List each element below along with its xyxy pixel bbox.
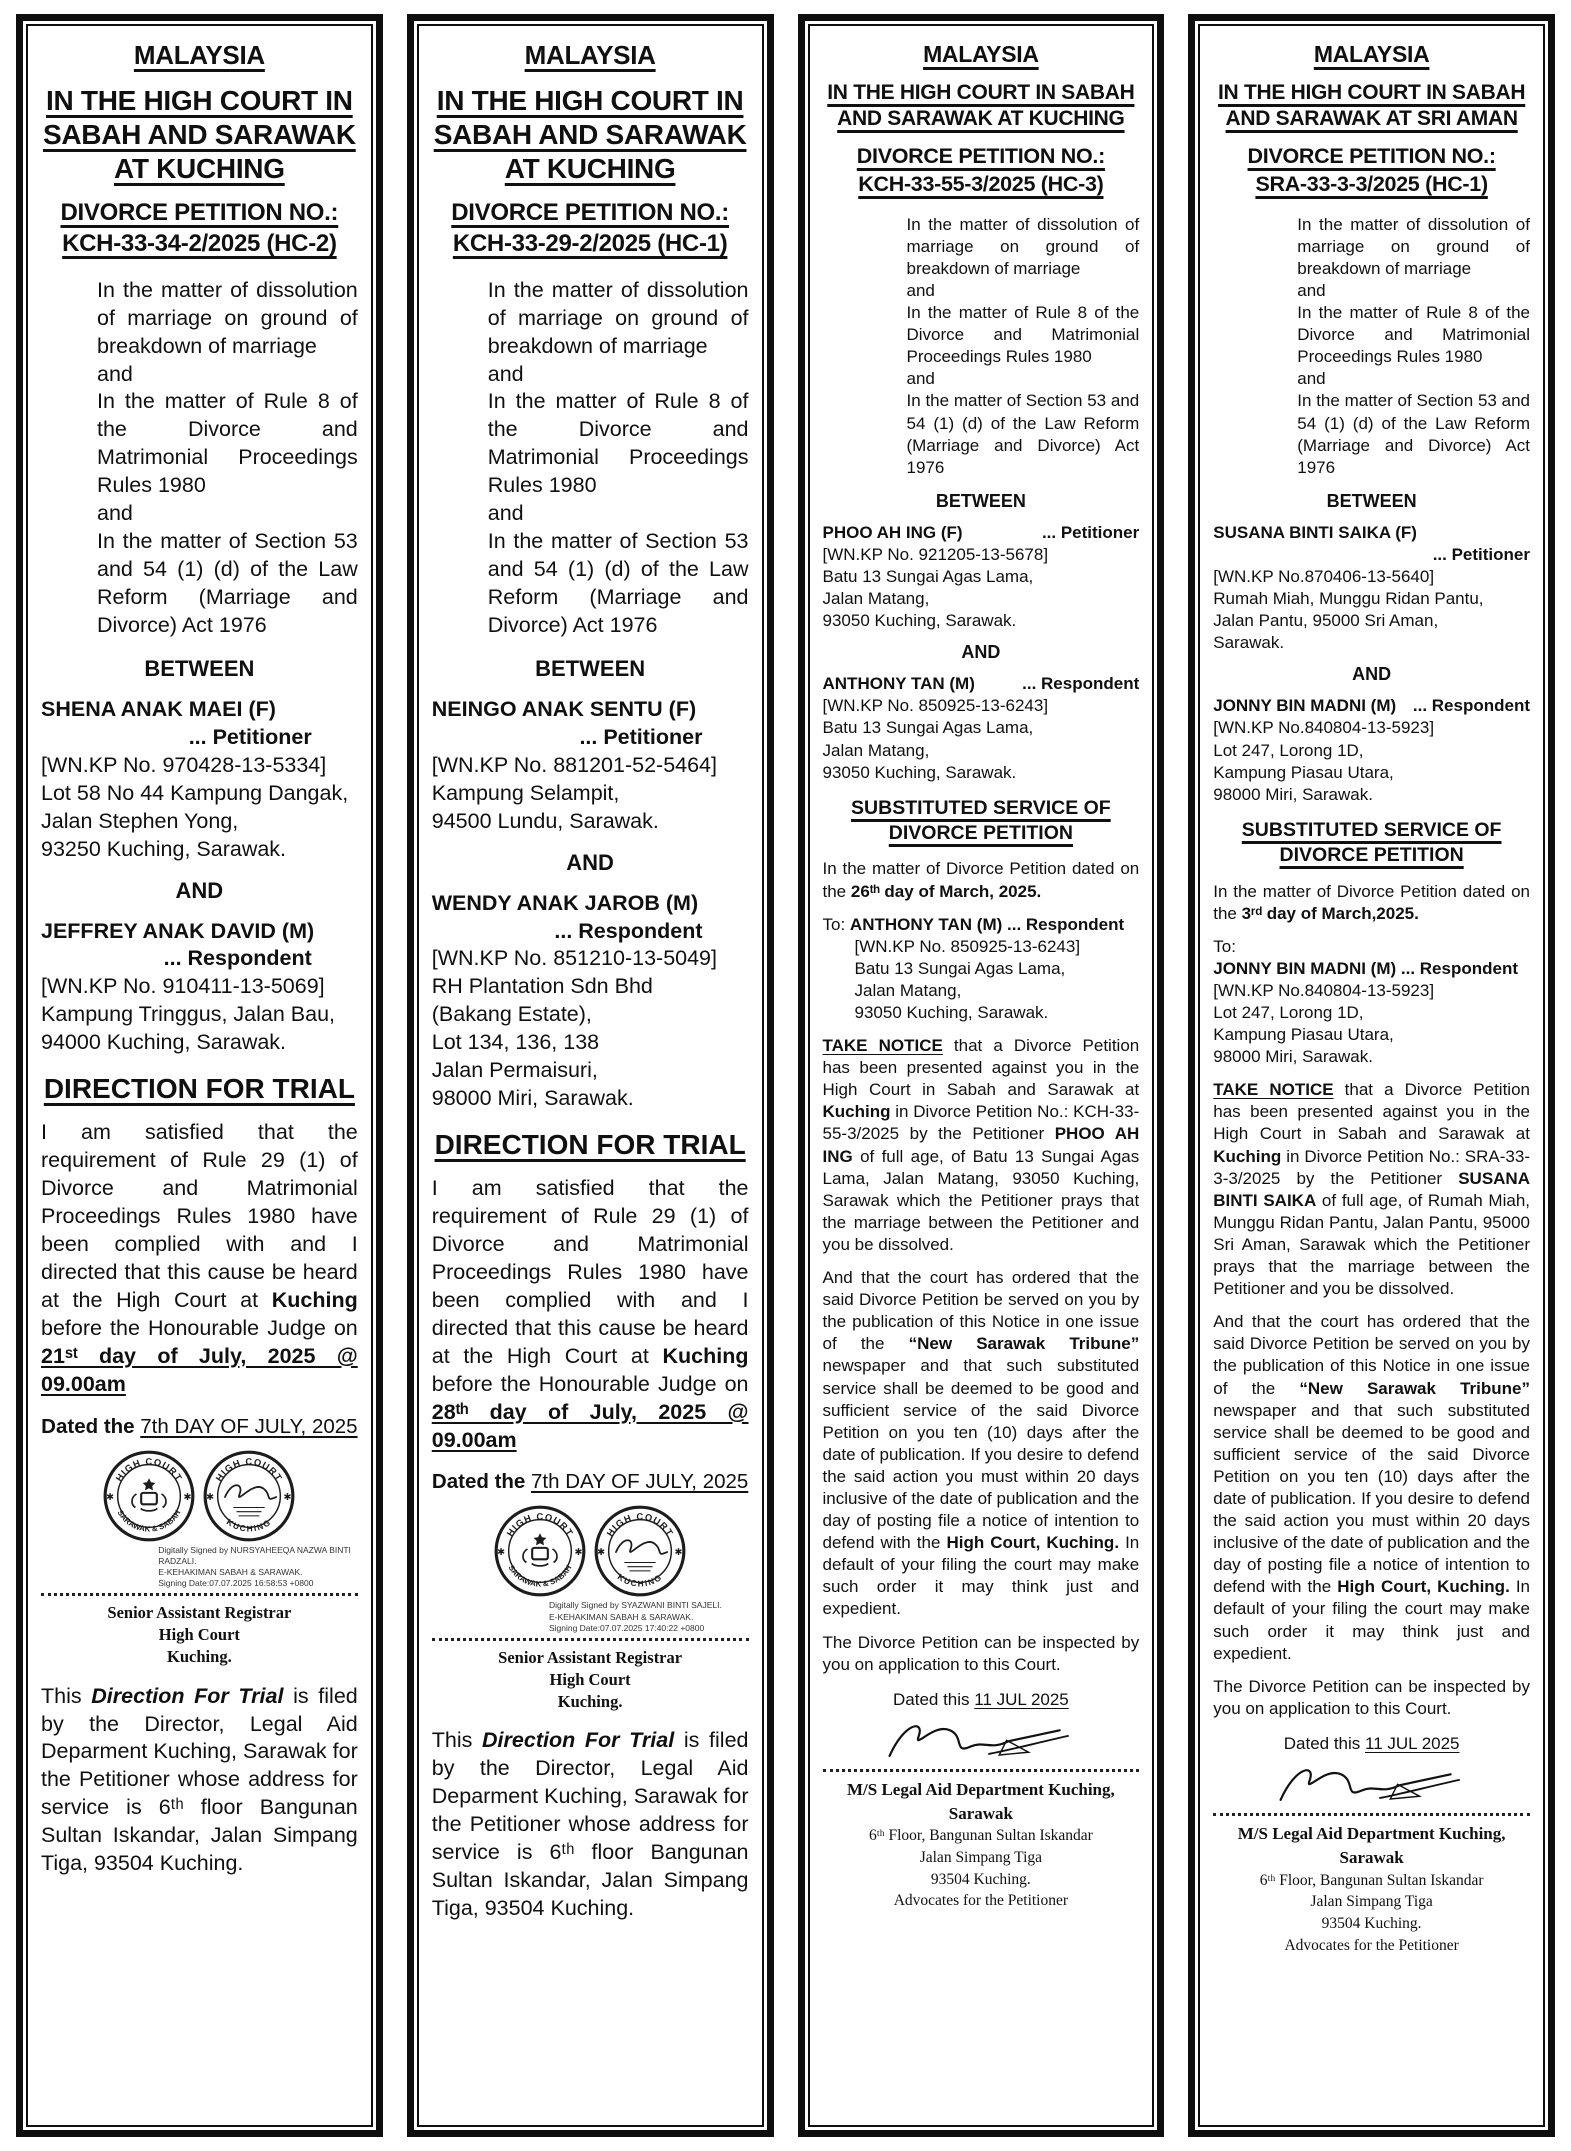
text-line: 93050 Kuching, Sarawak. (854, 1003, 1049, 1023)
country-heading: MALAYSIA (524, 40, 656, 70)
to-label: To: (1213, 936, 1236, 956)
notice-kch-33-34 (16, 14, 383, 2137)
text-line: Jalan Simpang Tiga (1310, 1893, 1433, 1911)
take-notice-paragraph (1213, 1079, 1530, 1300)
high-court-sarawak-sabah-seal-icon (102, 1449, 196, 1543)
respondent-name: ANTHONY TAN (M) (822, 674, 975, 694)
text-line: [WN.KP No. 921205-13-5678] (822, 544, 1049, 564)
dated-line (1213, 1734, 1530, 1754)
respondent-role: ... Respondent (1022, 674, 1140, 694)
section-title: SUBSTITUTED SERVICE OF DIVORCE PETITION (851, 796, 1111, 845)
text-line: Jalan Permaisuri, (431, 1058, 598, 1083)
matters-block (41, 277, 358, 640)
text-line: Jalan Simpang Tiga (919, 1849, 1043, 1867)
text-line: and (1297, 369, 1326, 389)
country-heading: MALAYSIA (133, 40, 265, 70)
text-line: [WN.KP No. 970428-13-5334] (41, 752, 327, 777)
court-heading: IN THE HIGH COURT IN SABAH AND SARAWAK AT KUCHING (433, 84, 747, 185)
registrar-block (432, 1647, 749, 1714)
to-address (823, 936, 1140, 1024)
petition-label: DIVORCE PETITION NO.: (856, 144, 1105, 169)
text-segment: is filed by the Director, Legal Aid Deparment Kuching, Sarawak for the Petitioner whose address for service is 6ᵗʰ floor Bangunan Sultan Iskandar, Jalan Simpang Tiga, 93504 Kuching. (431, 1728, 749, 1921)
text-line: In the matter of Rule 8 of the Divorce and Matrimonial Proceedings Rules 1980 (906, 303, 1140, 367)
text-line: 98000 Miri, Sarawak. (1213, 1047, 1373, 1067)
intro-paragraph (1213, 881, 1530, 925)
text-line: RH Plantation Sdn Bhd (431, 974, 653, 999)
text-segment: newspaper and that such substituted service shall be deemed to be good and sufficient service of the said Divorce Petition on you ten (10) days after the date of publication. If you desire to defend the said action you must within 20 days inclusive of the date of publication and the day of posting file a notice of intention to defend with the (822, 1356, 1140, 1553)
text-line: Kampung Piasau Utara, (1213, 762, 1394, 782)
petition-number: KCH-33-29-2/2025 (HC-1) (452, 230, 728, 258)
text-segment: TAKE NOTICE (1213, 1080, 1334, 1100)
text-line: [WN.KP No.840804-13-5923] (1213, 718, 1435, 738)
text-line: 98000 Miri, Sarawak. (431, 1086, 634, 1111)
text-line: Lot 134, 136, 138 (431, 1030, 600, 1055)
notice-kch-33-29 (407, 14, 774, 2137)
inspection-paragraph: The Divorce Petition can be inspected by you on application to this Court. (822, 1632, 1140, 1674)
handwritten-signature-icon (1267, 1756, 1477, 1820)
text-line: E-KEHAKIMAN SABAH & SARAWAK. (548, 1611, 694, 1622)
text-line: Jalan Stephen Yong, (41, 808, 239, 833)
section-title: DIRECTION FOR TRIAL (43, 1073, 355, 1105)
text-segment: Kuching (662, 1343, 749, 1368)
text-segment: Dated this (892, 1689, 975, 1709)
text-line: 94000 Kuching, Sarawak. (41, 1030, 287, 1055)
direction-paragraph (41, 1119, 358, 1398)
signature-row (1213, 1756, 1530, 1825)
text-line: In the matter of Rule 8 of the Divorce and Matrimonial Proceedings Rules 1980 (1297, 303, 1530, 367)
text-segment: 21ˢᵗ day of July, 2025 @ 09.00am (41, 1343, 358, 1396)
petition-number: KCH-33-55-3/2025 (HC-3) (858, 172, 1104, 197)
text-line: Signing Date:07.07.2025 17:40:22 +0800 (548, 1622, 705, 1633)
petitioner-address (41, 752, 358, 864)
text-segment: PHOO AH ING (822, 1124, 1140, 1166)
petitioner-block (1213, 522, 1530, 655)
notice-frame (26, 24, 373, 2127)
court-heading: IN THE HIGH COURT IN SABAH AND SARAWAK AT SRI AMAN (1218, 81, 1526, 130)
to-row (1213, 936, 1530, 980)
respondent-block (432, 890, 749, 1114)
respondent-name-row (1213, 695, 1530, 717)
text-segment: in Divorce Petition No.: SRA-33-3-3/2025 by the Petitioner (1213, 1146, 1530, 1188)
text-line: Batu 13 Sungai Agas Lama, (822, 567, 1034, 587)
and-label: AND (175, 877, 224, 903)
text-segment: 3ʳᵈ day of March,2025. (1241, 903, 1419, 923)
to-row (823, 914, 1140, 936)
notice-frame (417, 24, 764, 2127)
text-segment: In the matter of Divorce Petition dated on the (1213, 881, 1530, 923)
text-line: [WN.KP No.840804-13-5923] (1213, 980, 1435, 1000)
between-label: BETWEEN (535, 655, 646, 681)
text-segment: This (431, 1728, 483, 1753)
inspection-paragraph: The Divorce Petition can be inspected by you on application to this Court. (1213, 1676, 1530, 1718)
direction-paragraph (432, 1175, 749, 1454)
text-line: In the matter of Section 53 and 54 (1) (d) of the Law Reform (Marriage and Divorce) Act 1976 (487, 529, 749, 637)
seals-row (432, 1504, 749, 1598)
filing-note (432, 1727, 749, 1923)
text-segment: “New Sarawak Tribune” (908, 1334, 1140, 1354)
text-line: Senior Assistant Registrar (107, 1602, 292, 1622)
text-line: In the matter of Section 53 and 54 (1) (d) of the Law Reform (Marriage and Divorce) Act 1976 (906, 391, 1140, 477)
petitioner-block (41, 696, 358, 864)
text-segment: in Divorce Petition No.: KCH-33-55-3/2025 by the Petitioner (822, 1102, 1140, 1144)
dated-line (432, 1470, 749, 1494)
filing-note (41, 1683, 358, 1879)
matters-block (823, 214, 1140, 479)
to-name: ANTHONY TAN (M) ... Respondent (849, 914, 1125, 934)
text-segment: Dated the (41, 1414, 141, 1438)
text-segment: 7th DAY OF JULY, 2025 (531, 1470, 749, 1494)
digital-signature-text (549, 1600, 749, 1633)
petitioner-address (823, 544, 1140, 632)
text-segment: 28ᵗʰ day of July, 2025 @ 09.00am (431, 1399, 749, 1452)
petitioner-role: ... Petitioner (188, 724, 312, 749)
respondent-address (823, 695, 1140, 783)
text-line: [WN.KP No. 851210-13-5049] (431, 946, 717, 971)
text-line: and (906, 369, 935, 389)
text-segment: SUSANA BINTI SAIKA (1213, 1168, 1530, 1210)
text-line: [WN.KP No. 910411-13-5069] (41, 974, 325, 999)
handwritten-signature-icon (876, 1712, 1086, 1776)
text-line: 93050 Kuching, Sarawak. (822, 611, 1017, 631)
text-segment: of full age, of Batu 13 Sungai Agas Lama, Jalan Matang, 93050 Kuching, Sarawak which the Petitioner prays that the marriage between the Petitioner and you be dissolved. (822, 1146, 1140, 1254)
text-segment: 11 JUL 2025 (974, 1689, 1069, 1709)
notice-kch-33-55 (798, 14, 1165, 2137)
text-line: Lot 58 No 44 Kampung Dangak, (41, 780, 349, 805)
to-block (1213, 936, 1530, 1069)
signature-row (823, 1712, 1140, 1781)
text-line: [WN.KP No. 881201-52-5464] (431, 752, 717, 777)
court-order-paragraph (823, 1267, 1140, 1621)
text-line: Advocates for the Petitioner (893, 1892, 1069, 1910)
country-heading: MALAYSIA (923, 41, 1039, 67)
respondent-address (432, 945, 749, 1113)
text-line: 93504 Kuching. (930, 1870, 1031, 1888)
text-line: Advocates for the Petitioner (1284, 1936, 1459, 1954)
and-label: AND (566, 849, 614, 875)
text-line: Jalan Matang, (854, 980, 962, 1000)
law-firm-block (1213, 1822, 1530, 1956)
text-line: Rumah Miah, Munggu Ridan Pantu, (1213, 589, 1484, 609)
matters-block (432, 277, 749, 640)
respondent-address (1213, 717, 1530, 805)
text-segment: Dated the (431, 1470, 532, 1494)
text-line: M/S Legal Aid Department Kuching, Sarawak (846, 1779, 1115, 1823)
text-line: Lot 247, Lorong 1D, (1213, 1003, 1364, 1023)
text-line: E-KEHAKIMAN SABAH & SARAWAK. (158, 1566, 303, 1577)
matters-block (1213, 214, 1530, 479)
text-line: In the matter of dissolution of marriage on ground of breakdown of marriage (906, 214, 1140, 278)
text-segment: of full age, of Rumah Miah, Munggu Ridan Pantu, Jalan Pantu, 95000 Sri Aman, Sarawak which the Petitioner prays that the marriage between the Petitioner and you be dissolved. (1213, 1190, 1530, 1299)
petition-label: DIVORCE PETITION NO.: (451, 199, 729, 227)
text-segment: I am satisfied that the requirement of Rule 29 (1) of Divorce and Matrimonial Proceedings Rules 1980 have been complied with and I directed that this cause be heard at the High Court at (41, 1120, 358, 1312)
text-line: Sarawak. (1213, 633, 1285, 653)
petition-label: DIVORCE PETITION NO.: (60, 199, 339, 227)
text-line: Jalan Matang, (822, 740, 930, 760)
petitioner-block (823, 522, 1140, 632)
respondent-role: ... Respondent (554, 918, 703, 943)
respondent-name: JONNY BIN MADNI (M) (1213, 696, 1397, 716)
petitioner-role: ... Petitioner (1432, 544, 1530, 564)
between-label: BETWEEN (1326, 490, 1417, 511)
text-line: and (97, 361, 133, 386)
text-line: In the matter of Rule 8 of the Divorce and Matrimonial Proceedings Rules 1980 (487, 389, 749, 498)
respondent-name-row (823, 673, 1140, 695)
text-line: High Court (549, 1669, 631, 1689)
text-segment: In default of your filing the court may make such order it may think just and expedient. (822, 1533, 1140, 1619)
petitioner-address (1213, 566, 1530, 654)
text-segment: newspaper and that such substituted service shall be deemed to be good and sufficient service of the said Divorce Petition on you ten (10) days after the date of publication. If you desire to defend the said action you must within 20 days inclusive of the date of publication and the day of posting file a notice of intention to defend with the (1213, 1400, 1530, 1597)
text-line: and (906, 280, 935, 300)
text-line: 6ᵗʰ Floor, Bangunan Sultan Iskandar (868, 1827, 1093, 1845)
text-segment: 7th DAY OF JULY, 2025 (140, 1414, 358, 1438)
text-line: High Court (158, 1625, 240, 1645)
respondent-name: JEFFREY ANAK DAVID (M) (41, 918, 315, 943)
section-title: SUBSTITUTED SERVICE OF DIVORCE PETITION (1241, 818, 1502, 867)
text-line: [WN.KP No. 850925-13-6243] (854, 936, 1081, 956)
text-segment: that a Divorce Petition has been presented against you in the High Court in Sabah and Sarawak at (822, 1036, 1140, 1100)
to-address (1213, 980, 1530, 1068)
petitioner-name: NEINGO ANAK SENTU (F) (431, 696, 697, 721)
petitioner-role: ... Petitioner (1041, 522, 1140, 542)
text-segment: that a Divorce Petition has been presented against you in the High Court in Sabah and Sarawak at (1213, 1080, 1530, 1144)
petitioner-name: SHENA ANAK MAEI (F) (41, 696, 276, 721)
text-line: Senior Assistant Registrar (498, 1647, 683, 1667)
and-label: AND (1352, 664, 1392, 685)
text-line: RADZALI. (158, 1555, 197, 1566)
text-segment: “New Sarawak Tribune” (1299, 1378, 1530, 1398)
text-line: Batu 13 Sungai Agas Lama, (854, 958, 1066, 978)
petition-number: SRA-33-3-3/2025 (HC-1) (1255, 172, 1488, 197)
country-heading: MALAYSIA (1313, 41, 1430, 67)
text-line: Kampung Piasau Utara, (1213, 1025, 1394, 1045)
text-line: and (1297, 280, 1326, 300)
seals-row (41, 1449, 358, 1543)
text-segment: And that the court has ordered that the said Divorce Petition be served on you by the publication of this Notice in one issue of the (822, 1268, 1140, 1354)
petition-label: DIVORCE PETITION NO.: (1247, 144, 1496, 169)
text-line: Kampung Selampit, (431, 780, 620, 805)
text-segment: before the Honourable Judge on (41, 1315, 358, 1340)
petitioner-role: ... Petitioner (579, 724, 703, 749)
text-line: 93504 Kuching. (1321, 1914, 1422, 1932)
text-segment: In the matter of Divorce Petition dated on the (822, 859, 1140, 901)
section-title: DIRECTION FOR TRIAL (434, 1129, 746, 1161)
court-heading: IN THE HIGH COURT IN SABAH AND SARAWAK AT KUCHING (42, 84, 356, 185)
text-segment: 26ᵗʰ day of March, 2025. (850, 881, 1042, 901)
text-line: 6ᵗʰ Floor, Bangunan Sultan Iskandar (1259, 1871, 1484, 1889)
text-line: and (487, 361, 524, 386)
text-segment: In default of your filing the court may make such order it may think just and expedient. (1213, 1577, 1531, 1663)
text-segment: TAKE NOTICE (822, 1036, 943, 1056)
text-line: Digitally Signed by SYAZWANI BINTI SAJELI. (548, 1600, 722, 1611)
text-line: and (97, 501, 133, 526)
text-line: 93250 Kuching, Sarawak. (41, 836, 287, 861)
respondent-role: ... Respondent (1412, 696, 1530, 716)
to-block (823, 914, 1140, 1024)
between-label: BETWEEN (935, 490, 1026, 511)
registrar-block (41, 1602, 358, 1669)
take-notice-paragraph (823, 1035, 1140, 1256)
and-label: AND (961, 642, 1001, 663)
text-line: Lot 247, Lorong 1D, (1213, 740, 1364, 760)
dotted-separator (41, 1593, 358, 1596)
text-line: Batu 13 Sungai Agas Lama, (822, 718, 1034, 738)
high-court-sarawak-sabah-seal-icon (493, 1504, 587, 1598)
text-line: 98000 Miri, Sarawak. (1213, 784, 1373, 804)
text-segment: Kuching (1213, 1146, 1282, 1166)
respondent-block (823, 673, 1140, 783)
respondent-block (41, 918, 358, 1058)
text-segment: Dated this (1283, 1733, 1365, 1753)
court-heading: IN THE HIGH COURT IN SABAH AND SARAWAK AT KUCHING (827, 81, 1135, 130)
text-line: Jalan Pantu, 95000 Sri Aman, (1213, 611, 1439, 631)
dated-line (823, 1690, 1140, 1710)
petitioner-address (432, 752, 749, 836)
text-line: Kampung Tringgus, Jalan Bau, (41, 1002, 336, 1027)
to-name: JONNY BIN MADNI (M) ... Respondent (1213, 958, 1518, 978)
text-segment: is filed by the Director, Legal Aid Deparment Kuching, Sarawak for the Petitioner whose address for service is 6ᵗʰ floor Bangunan Sultan Iskandar, Jalan Simpang Tiga, 93504 Kuching. (41, 1683, 358, 1876)
text-segment: Direction For Trial (91, 1683, 284, 1708)
text-segment: 11 JUL 2025 (1365, 1733, 1460, 1753)
text-line: Kuching. (557, 1692, 623, 1712)
text-segment: And that the court has ordered that the said Divorce Petition be served on you by the publication of this Notice in one issue of the (1213, 1312, 1530, 1398)
to-label: To: (822, 914, 846, 934)
high-court-kuching-seal-icon (202, 1449, 296, 1543)
text-line: In the matter of dissolution of marriage on ground of breakdown of marriage (97, 277, 358, 358)
petitioner-name-row (823, 522, 1140, 544)
text-line: Digitally Signed by NURSYAHEEQA NAZWA BINTI (158, 1544, 351, 1555)
text-segment: Kuching (271, 1287, 358, 1312)
dated-line (41, 1415, 358, 1439)
text-segment: Direction For Trial (482, 1728, 675, 1753)
law-firm-block (823, 1778, 1140, 1912)
respondent-block (1213, 695, 1530, 805)
text-line: [WN.KP No.870406-13-5640] (1213, 567, 1435, 587)
text-line: In the matter of Section 53 and 54 (1) (d) of the Law Reform (Marriage and Divorce) Act 1976 (97, 529, 358, 637)
text-line: In the matter of Section 53 and 54 (1) (d) of the Law Reform (Marriage and Divorce) Act 1976 (1297, 391, 1530, 477)
digital-signature-text (158, 1545, 358, 1589)
text-line: Jalan Matang, (822, 589, 930, 609)
respondent-role: ... Respondent (163, 946, 312, 971)
high-court-kuching-seal-icon (593, 1504, 687, 1598)
text-segment: Kuching (822, 1102, 891, 1122)
notice-frame (808, 24, 1155, 2127)
petitioner-name: PHOO AH ING (F) (822, 522, 963, 542)
text-line: 93050 Kuching, Sarawak. (822, 762, 1017, 782)
respondent-name: WENDY ANAK JAROB (M) (431, 890, 699, 915)
text-line: In the matter of dissolution of marriage on ground of breakdown of marriage (1297, 214, 1530, 278)
text-line: In the matter of Rule 8 of the Divorce and Matrimonial Proceedings Rules 1980 (97, 389, 358, 498)
text-line: Signing Date:07.07.2025 16:58:53 +0800 (158, 1577, 314, 1588)
text-line: Kuching. (167, 1647, 232, 1667)
text-segment: High Court, Kuching. (1337, 1577, 1510, 1597)
petitioner-block (432, 696, 749, 836)
text-segment: before the Honourable Judge on (431, 1371, 749, 1396)
court-order-paragraph (1213, 1311, 1530, 1665)
text-segment: High Court, Kuching. (946, 1533, 1120, 1553)
text-line: In the matter of dissolution of marriage on ground of breakdown of marriage (487, 277, 749, 358)
intro-paragraph (823, 858, 1140, 902)
text-line: [WN.KP No. 850925-13-6243] (822, 696, 1049, 716)
petitioner-name: SUSANA BINTI SAIKA (F) (1213, 522, 1417, 542)
respondent-address (41, 973, 358, 1057)
notice-frame (1198, 24, 1545, 2127)
petition-number: KCH-33-34-2/2025 (HC-2) (62, 230, 337, 258)
text-line: M/S Legal Aid Department Kuching, Sarawak (1237, 1823, 1506, 1867)
text-line: 94500 Lundu, Sarawak. (431, 808, 659, 833)
text-segment: This (41, 1683, 92, 1708)
notice-sra-33-3 (1188, 14, 1555, 2137)
between-label: BETWEEN (144, 655, 255, 681)
dotted-separator (432, 1638, 749, 1641)
text-line: and (487, 501, 524, 526)
text-segment: I am satisfied that the requirement of Rule 29 (1) of Divorce and Matrimonial Proceedings Rules 1980 have been complied with and I directed that this cause be heard at the High Court at (431, 1176, 749, 1368)
text-line: (Bakang Estate), (431, 1002, 592, 1027)
